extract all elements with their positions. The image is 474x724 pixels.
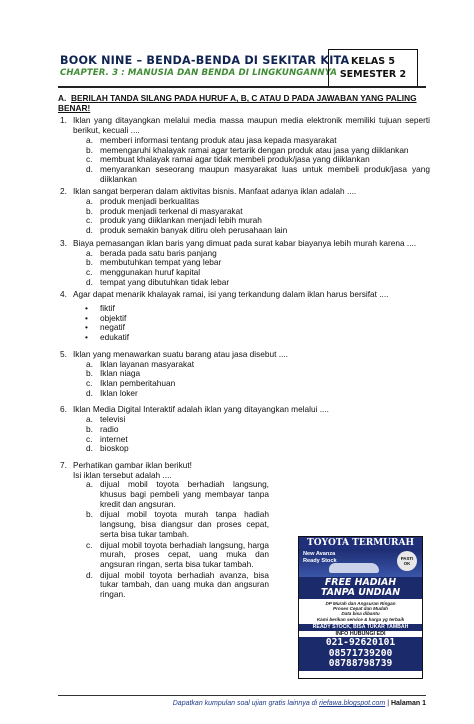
- ad-model: New Avanza: [303, 551, 336, 557]
- option-d[interactable]: [73, 165, 430, 184]
- ad-free-line1: FREE HADIAH: [324, 577, 397, 588]
- option-letter: a.: [86, 134, 93, 145]
- ad-ready-stock: READY STOCK, BISA TUKAR TAMBAH: [299, 624, 422, 631]
- option-d[interactable]: [73, 444, 430, 454]
- chapter-title: CHAPTER. 3 : MANUSIA DAN BENDA DI LINGKUNGANNYA: [60, 68, 337, 78]
- ad-subtitle: [303, 551, 337, 564]
- question-number: 1.: [60, 115, 67, 126]
- option-text: Iklan pemberitahuan: [100, 377, 176, 388]
- option-letter: c.: [86, 433, 93, 444]
- option-d[interactable]: [73, 278, 430, 288]
- option-letter: b.: [86, 368, 93, 379]
- ad-stock: Ready Stock: [303, 557, 337, 564]
- question-number: 6.: [60, 404, 67, 415]
- question-2: [58, 187, 430, 236]
- ad-phone: 08788798739: [328, 658, 393, 670]
- ad-car-banner: [299, 549, 422, 577]
- option-letter: a.: [86, 196, 93, 207]
- option-text: produk yang diiklankan menjadi lebih murah: [100, 215, 262, 226]
- option-text: fiktif: [100, 303, 115, 314]
- answer-options: [73, 360, 430, 399]
- footer-divider: [58, 695, 426, 696]
- question-4: [58, 290, 430, 343]
- page-number: Halaman 1: [390, 700, 426, 707]
- option-text: menggunakan huruf kapital: [100, 266, 201, 277]
- option-letter: c.: [86, 266, 93, 277]
- ad-phone: 021-92620101: [325, 637, 396, 649]
- answer-options: [73, 304, 430, 343]
- kelas-label: KELAS 5: [350, 56, 396, 67]
- semester-label: SEMESTER 2: [339, 69, 407, 80]
- question-3: [58, 239, 430, 288]
- option-text: objektif: [100, 312, 127, 323]
- option-letter: a.: [86, 479, 93, 490]
- question-number: 2.: [60, 186, 67, 197]
- option-letter: c.: [86, 539, 93, 550]
- option-letter: b.: [86, 509, 93, 520]
- option-d[interactable]: [73, 226, 430, 236]
- option-letter: d.: [86, 443, 93, 454]
- option-letter: d.: [86, 387, 93, 398]
- footer-separator: |: [387, 700, 390, 707]
- book-title: BOOK NINE – BENDA-BENDA DI SEKITAR KITA: [60, 54, 350, 67]
- option-text: dijual mobil toyota berhadiah avanza, bisa tukar tambah, dan uang muka dan angsuran ringan.: [100, 569, 269, 600]
- footer-link[interactable]: riefawa.blogspot.com: [319, 700, 386, 707]
- option-text: membutuhkan tempat yang lebar: [100, 257, 222, 268]
- question-text: Agar dapat menarik khalayak ramai, isi yang terkandung dalam iklan harus bersifat ....: [73, 289, 389, 300]
- option-letter: b.: [86, 144, 93, 155]
- answer-options: [73, 197, 430, 236]
- answer-options: [73, 249, 430, 288]
- section-instruction: [58, 94, 430, 113]
- page-footer: [0, 699, 426, 708]
- option-a[interactable]: [73, 415, 430, 425]
- option-text: edukatif: [100, 332, 130, 343]
- ad-free-banner: [299, 577, 422, 599]
- ad-title: TOYOTA TERMURAH: [299, 537, 422, 549]
- option-text: bioskop: [100, 443, 129, 454]
- option-letter: c.: [86, 215, 93, 226]
- option-text: internet: [100, 433, 128, 444]
- option-edukatif[interactable]: [73, 333, 430, 343]
- question-text: Biaya pemasangan iklan baris yang dimuat pada surat kabar biayanya lebih murah karena ....: [73, 237, 417, 248]
- option-a[interactable]: [73, 480, 269, 509]
- option-objektif[interactable]: [73, 314, 430, 324]
- option-letter: c.: [86, 377, 93, 388]
- option-d[interactable]: [73, 571, 269, 600]
- option-text: negatif: [100, 322, 125, 333]
- option-text: Iklan loker: [100, 387, 138, 398]
- ad-info-line: DP Murah dan Angsuran Ringan: [325, 601, 396, 606]
- option-letter: b.: [86, 257, 93, 268]
- ad-info-line: Data bisa dibantu: [341, 611, 380, 617]
- answer-options: [73, 415, 430, 454]
- option-text: radio: [100, 423, 119, 434]
- bullet-icon: •: [85, 332, 88, 343]
- option-letter: d.: [86, 569, 93, 580]
- bullet-icon: •: [85, 303, 88, 314]
- answer-options: [73, 136, 430, 185]
- section-label: A.: [58, 93, 67, 103]
- question-subtext: Isi iklan tersebut adalah ....: [73, 469, 172, 480]
- question-number: 7.: [60, 459, 67, 470]
- ad-free-line2: TANPA UNDIAN: [320, 587, 401, 598]
- answer-options: [73, 480, 269, 599]
- option-letter: a.: [86, 414, 93, 425]
- toyota-ad-image: [298, 536, 423, 679]
- ad-info-line: Proses Cepat dan Mudah: [333, 606, 388, 612]
- option-b[interactable]: [73, 510, 269, 539]
- option-text: produk menjadi berkualitas: [100, 196, 200, 207]
- question-text: Iklan yang menawarkan suatu barang atau jasa disebut ....: [73, 348, 288, 359]
- question-text: Iklan Media Digital Interaktif adalah iklan yang ditayangkan melalui ....: [73, 404, 329, 415]
- option-text: produk semakin banyak ditiru oleh perusahaan lain: [100, 225, 288, 236]
- question-number: 4.: [60, 289, 67, 300]
- section-instruction-text: BERILAH TANDA SILANG PADA HURUF A, B, C ATAU D PADA JAWABAN YANG PALING BENAR!: [58, 93, 417, 113]
- option-text: dijual mobil toyota berhadiah langsung, harga murah, proses cepat, uang muka dan angsuran ringan, serta bisa tukar tambah.: [100, 539, 269, 569]
- option-letter: c.: [86, 154, 93, 165]
- option-text: menyarankan seseorang maupun masyarakat luas untuk membeli produk/jasa yang diiklankan: [100, 163, 430, 184]
- car-icon: [329, 563, 379, 573]
- option-text: dijual mobil toyota murah tanpa hadiah langsung, bisa diangsur dan proses cepat, serta bisa tukar tambah.: [100, 509, 269, 539]
- option-letter: d.: [86, 276, 93, 287]
- option-text: memberi informasi tentang produk atau jasa kepada masyarakat: [100, 134, 337, 145]
- option-letter: b.: [86, 205, 93, 216]
- ad-contact-label: INFO HUBUNGI EDI: [335, 630, 386, 637]
- option-text: memengaruhi khalayak ramai agar tertarik dengan produk atau jasa yang diiklankan: [100, 144, 409, 155]
- ad-info-line: Kami berikan service & harga yg terbaik: [316, 616, 405, 622]
- question-1: [58, 116, 430, 184]
- question-text: Iklan sangat berperan dalam aktivitas bisnis. Manfaat adanya iklan adalah ....: [73, 186, 357, 197]
- option-text: berada pada satu baris panjang: [100, 247, 217, 258]
- footer-text: Dapatkan kumpulan soal ujian gratis lainnya di: [172, 700, 318, 707]
- question-text: Iklan yang ditayangkan melalui media massa maupun media elektronik memiliki tujuan seperti berikut, kecuali ....: [73, 115, 430, 136]
- ad-phone-numbers: [299, 637, 422, 670]
- option-letter: d.: [86, 225, 93, 236]
- option-d[interactable]: [73, 389, 430, 399]
- question-number: 3.: [60, 237, 67, 248]
- option-text: Iklan layanan masyarakat: [100, 358, 195, 369]
- option-text: produk menjadi terkenal di masyarakat: [100, 205, 243, 216]
- question-text: Perhatikan gambar iklan berikut!: [73, 459, 192, 470]
- option-text: televisi: [100, 414, 126, 425]
- option-letter: a.: [86, 247, 93, 258]
- bullet-icon: •: [85, 322, 88, 333]
- option-letter: b.: [86, 423, 93, 434]
- option-text: Iklan niaga: [100, 368, 141, 379]
- ad-phone: 08571739200: [328, 647, 393, 659]
- ad-info: [299, 599, 422, 624]
- bullet-icon: •: [85, 312, 88, 323]
- option-text: tempat yang dibutuhkan tidak lebar: [100, 276, 230, 287]
- grade-box: [328, 49, 418, 87]
- questions-area: [58, 94, 430, 601]
- question-6: [58, 405, 430, 454]
- option-fiktif[interactable]: [73, 304, 430, 314]
- question-number: 5.: [60, 348, 67, 359]
- question-5: [58, 350, 430, 399]
- option-text: membuat khalayak ramai agar tidak membeli produk/jasa yang diiklankan: [100, 154, 370, 165]
- option-letter: a.: [86, 358, 93, 369]
- option-c[interactable]: [73, 541, 269, 570]
- header-divider: [58, 86, 426, 88]
- option-letter: d.: [86, 163, 93, 174]
- option-text: dijual mobil toyota berhadiah langsung, khusus bagi pembeli yang membayar tanpa kredit dan angsuran.: [100, 479, 269, 509]
- pasti-ok-stamp: PASTI OK: [397, 551, 417, 571]
